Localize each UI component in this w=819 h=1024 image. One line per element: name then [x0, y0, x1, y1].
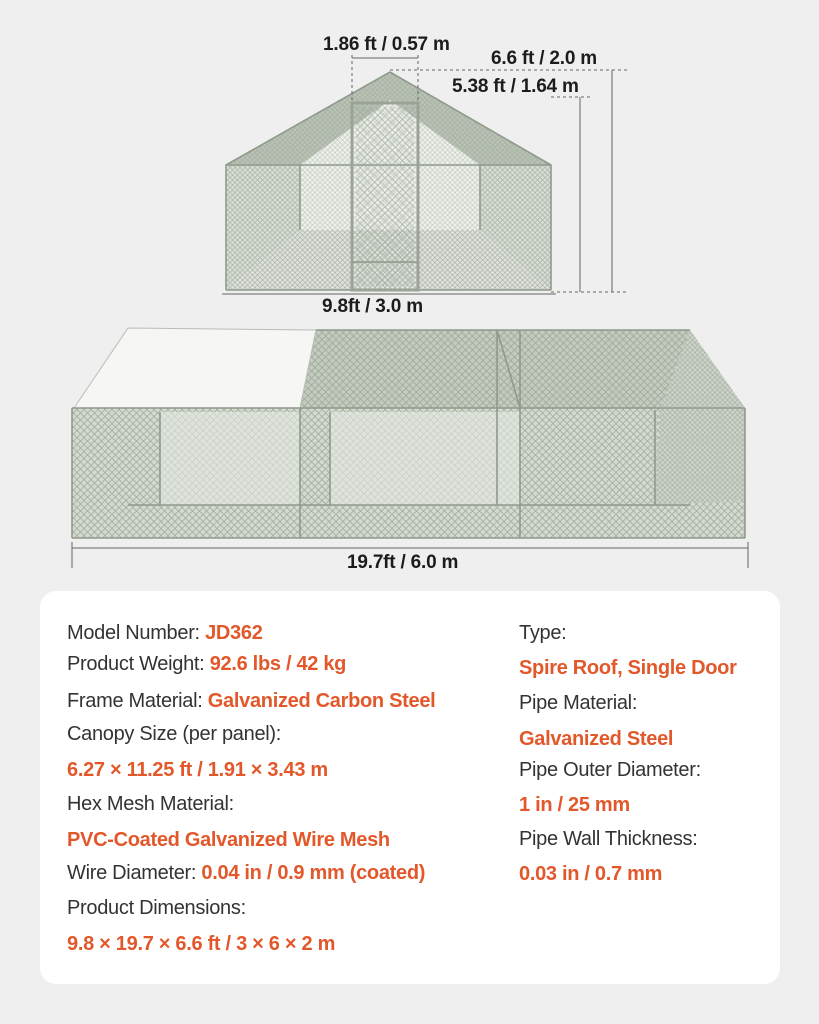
spec-type-value: Spire Roof, Single Door: [519, 657, 737, 679]
spec-model-label: Model Number:: [67, 622, 200, 644]
spec-canopy-value-row: [67, 758, 328, 782]
front-view-coop: [226, 72, 551, 290]
spec-model: [67, 621, 263, 645]
spec-pipe-diameter-label: Pipe Outer Diameter:: [519, 759, 701, 781]
spec-card: [40, 591, 780, 984]
spec-pipe-thickness-value: 0.03 in / 0.7 mm: [519, 863, 663, 885]
spec-pipe-material: [519, 691, 637, 715]
spec-mesh-value-row: [67, 828, 390, 852]
side-view-coop: [72, 328, 745, 538]
spec-canopy: [67, 722, 281, 746]
total-height-label: 6.6 ft / 2.0 m: [491, 48, 597, 69]
spec-dimensions-value: 9.8 × 19.7 × 6.6 ft / 3 × 6 × 2 m: [67, 933, 336, 955]
spec-pipe-diameter-value-row: [519, 793, 630, 817]
width-label: 9.8ft / 3.0 m: [322, 296, 423, 317]
spec-frame: [67, 689, 435, 713]
spec-frame-value: Galvanized Carbon Steel: [207, 690, 436, 712]
spec-mesh-label: Hex Mesh Material:: [67, 793, 234, 815]
spec-mesh-value: PVC-Coated Galvanized Wire Mesh: [67, 829, 390, 851]
spec-dimensions: [67, 896, 246, 920]
side-height-label: 5.38 ft / 1.64 m: [452, 76, 579, 97]
spec-pipe-thickness-value-row: [519, 862, 662, 886]
spec-type-label: Type:: [519, 622, 567, 644]
spec-wire-value: 0.04 in / 0.9 mm (coated): [201, 862, 426, 884]
spec-pipe-diameter: [519, 758, 701, 782]
spec-pipe-thickness-label: Pipe Wall Thickness:: [519, 828, 698, 850]
spec-weight-value: 92.6 lbs / 42 kg: [209, 653, 347, 675]
spec-wire-label: Wire Diameter:: [67, 862, 197, 884]
front-door-mesh: [356, 107, 414, 286]
spec-dimensions-value-row: [67, 932, 335, 956]
spec-pipe-material-value: Galvanized Steel: [519, 728, 674, 750]
spec-pipe-material-value-row: [519, 727, 673, 751]
door-width-label: 1.86 ft / 0.57 m: [323, 34, 450, 55]
spec-weight-label: Product Weight:: [67, 653, 205, 675]
spec-frame-label: Frame Material:: [67, 690, 203, 712]
spec-pipe-thickness: [519, 827, 698, 851]
spec-canopy-label: Canopy Size (per panel):: [67, 723, 282, 745]
spec-model-value: JD362: [205, 622, 263, 644]
length-label: 19.7ft / 6.0 m: [347, 552, 459, 573]
spec-weight: [67, 652, 346, 676]
spec-canopy-value: 6.27 × 11.25 ft / 1.91 × 3.43 m: [67, 759, 328, 781]
side-canopy: [74, 328, 316, 408]
spec-dimensions-label: Product Dimensions:: [67, 897, 246, 919]
spec-type: [519, 621, 566, 645]
spec-pipe-diameter-value: 1 in / 25 mm: [519, 794, 630, 816]
spec-wire: [67, 861, 425, 885]
spec-type-value-row: [519, 656, 737, 680]
spec-pipe-material-label: Pipe Material:: [519, 692, 638, 714]
spec-mesh: [67, 792, 234, 816]
